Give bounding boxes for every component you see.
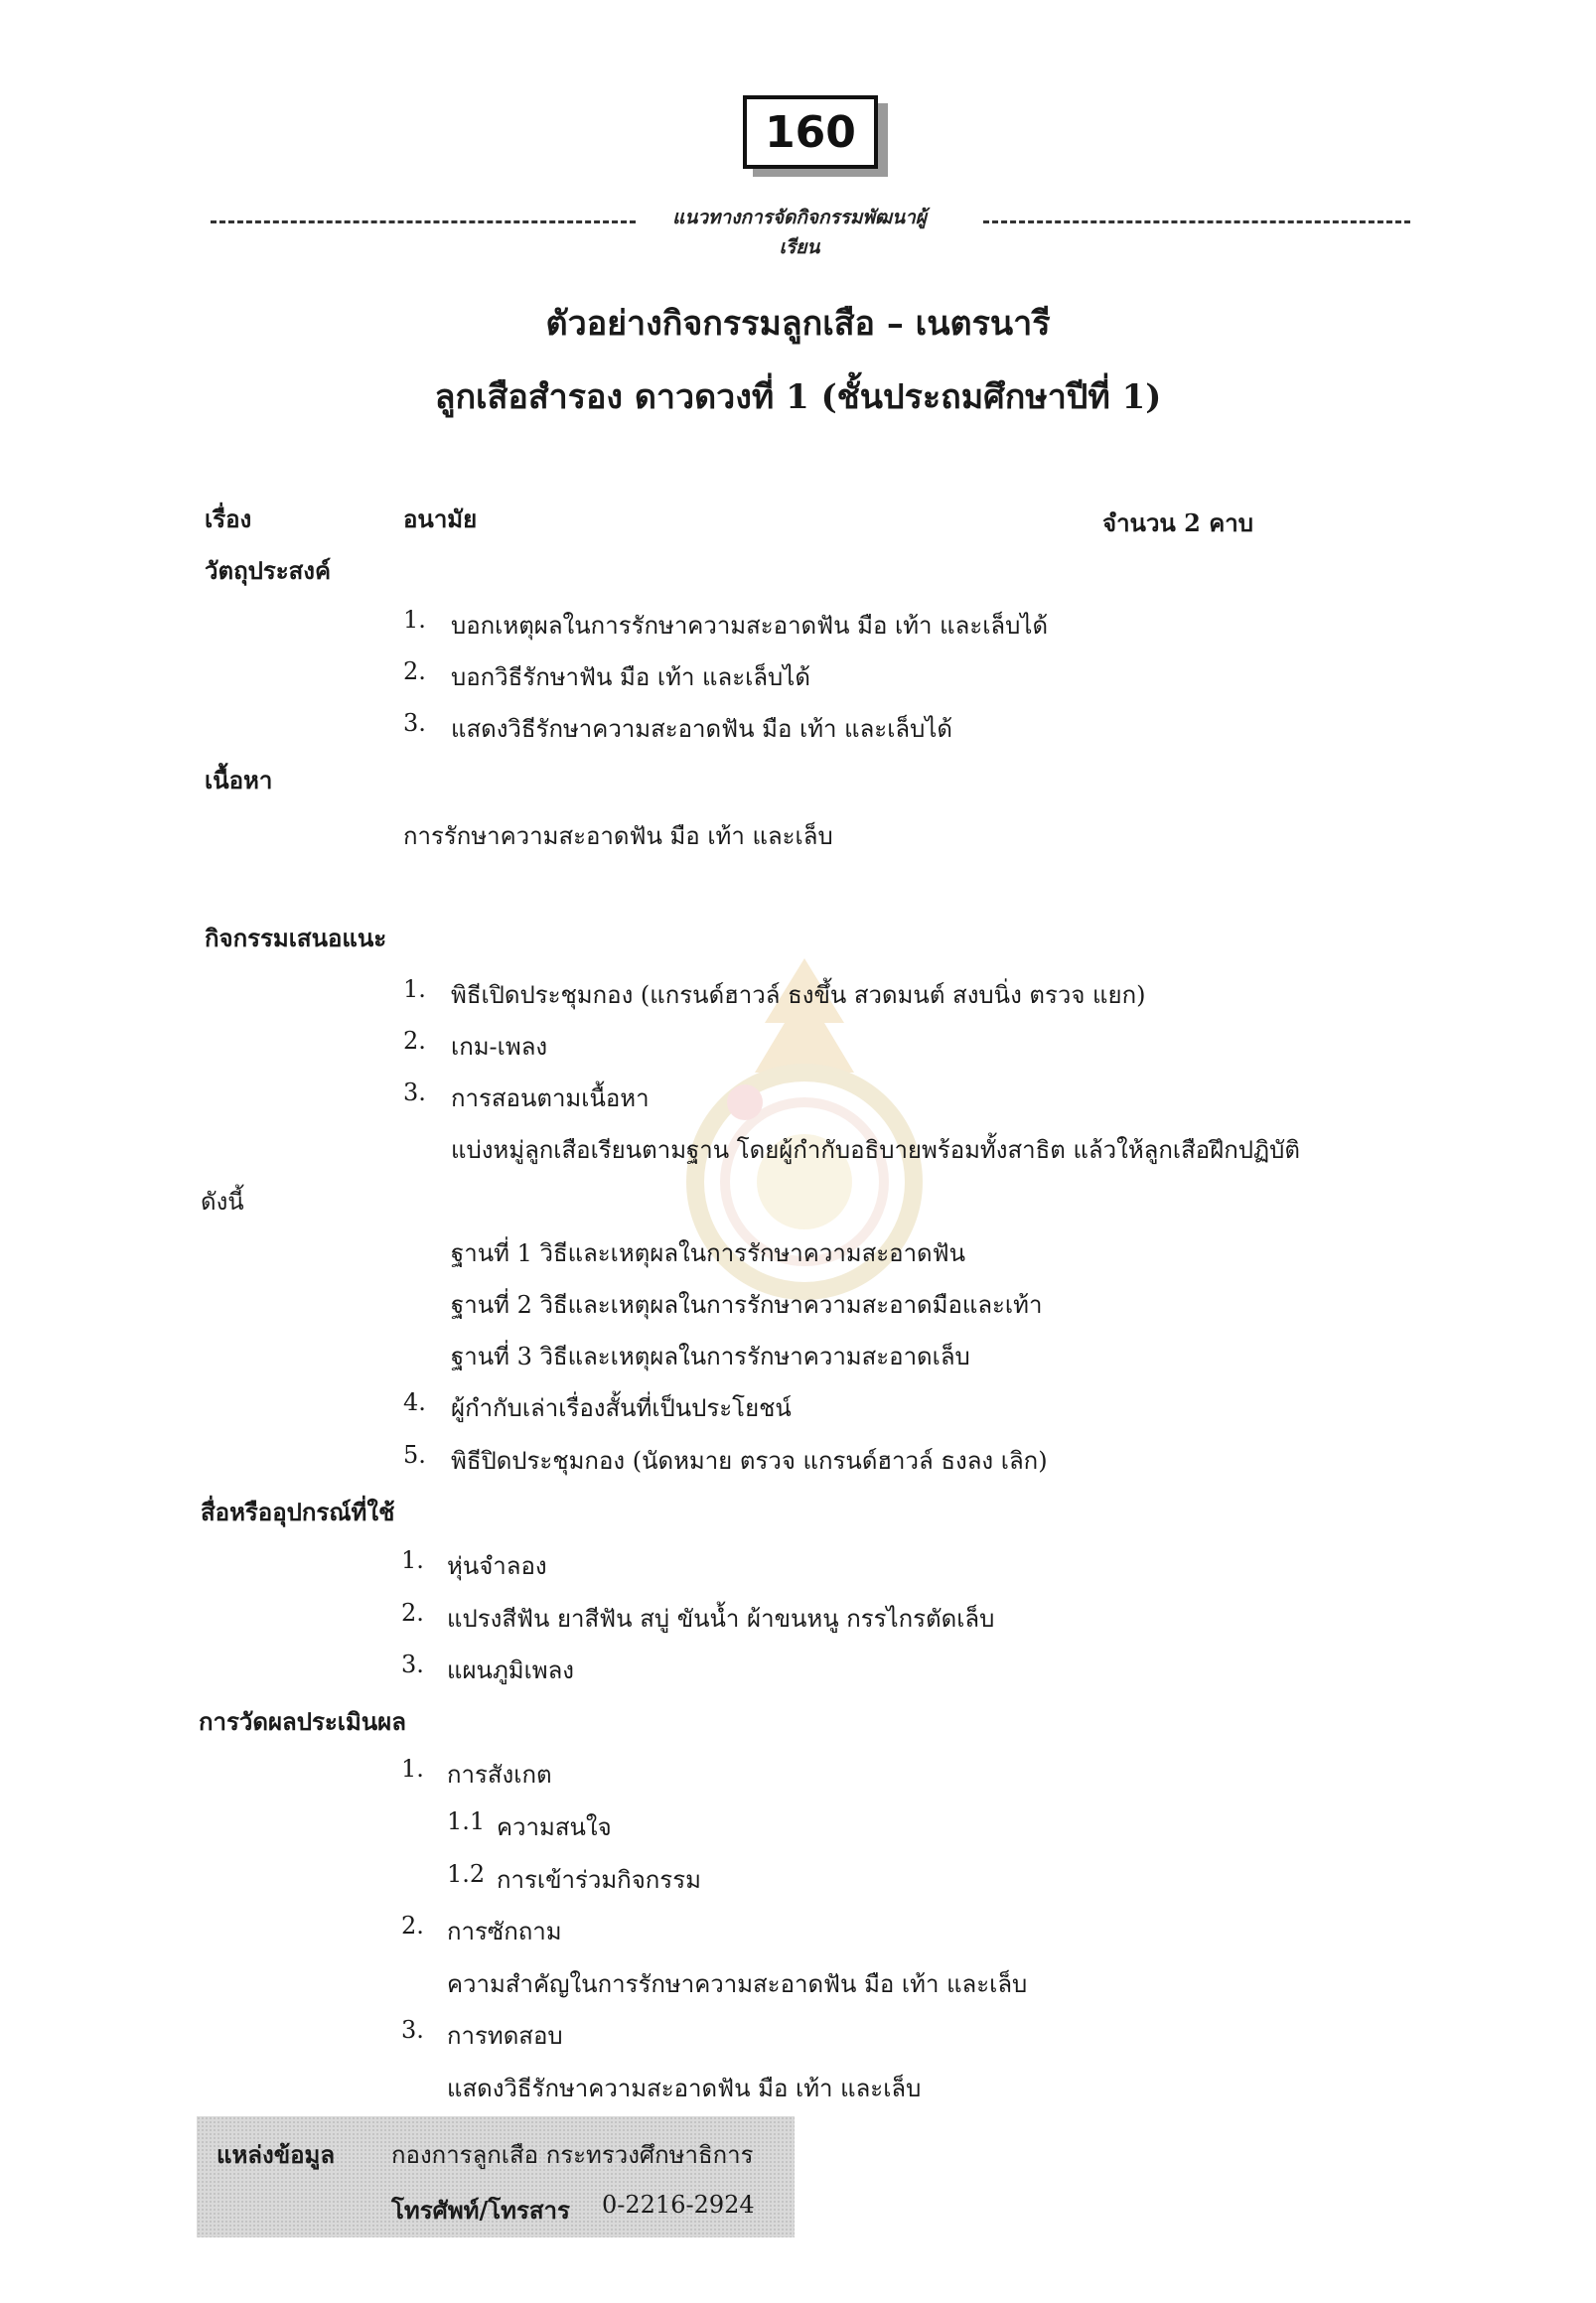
objective-num: 1. (403, 606, 426, 634)
evaluation-detail: แสดงวิธีรักษาความสะอาดฟัน มือ เท้า และเล็บ (447, 2075, 922, 2102)
source-phone: 0-2216-2924 (602, 2191, 755, 2219)
activities-label: กิจกรรมเสนอแนะ (205, 924, 387, 952)
objectives-label: วัตถุประสงค์ (205, 556, 332, 585)
station-item: ฐานที่ 3 วิธีและเหตุผลในการรักษาความสะอาดเล็บ (451, 1343, 970, 1370)
evaluation-detail: ความสำคัญในการรักษาความสะอาดฟัน มือ เท้า และเล็บ (447, 1970, 1028, 1998)
topic-label: เรื่อง (205, 504, 252, 533)
material-num: 3. (401, 1651, 424, 1678)
activity-num: 5. (403, 1441, 426, 1469)
activity-num: 2. (403, 1027, 426, 1055)
page-number: 160 (765, 106, 856, 158)
objective-num: 3. (403, 709, 426, 737)
material-num: 1. (401, 1546, 424, 1574)
activity-num: 4. (403, 1388, 426, 1416)
activity-item: เกม-เพลง (451, 1033, 548, 1061)
activity-item: การสอนตามเนื้อหา (451, 1084, 650, 1112)
running-header: แนวทางการจัดกิจกรรมพัฒนาผู้เรียน (672, 207, 927, 258)
activity-num: 3. (403, 1079, 426, 1106)
title-line-1: ตัวอย่างกิจกรรมลูกเสือ – เนตรนารี (545, 304, 1051, 344)
page-number-box (743, 95, 878, 169)
materials-label: สื่อหรืออุปกรณ์ที่ใช้ (201, 1498, 395, 1526)
station-item: ฐานที่ 2 วิธีและเหตุผลในการรักษาความสะอาดมือและเท้า (451, 1291, 1043, 1319)
material-item: แปรงสีฟัน ยาสีฟัน สบู่ ขันน้ำ ผ้าขนหนู กรรไกรตัดเล็บ (447, 1605, 995, 1633)
objective-item: บอกวิธีรักษาฟัน มือ เท้า และเล็บได้ (451, 663, 810, 691)
teaching-text-cont: ดังนี้ (201, 1188, 244, 1216)
evaluation-sub-item: การเข้าร่วมกิจกรรม (497, 1866, 701, 1894)
evaluation-sub-item: ความสนใจ (497, 1813, 612, 1841)
evaluation-item: การทดสอบ (447, 2022, 563, 2050)
activity-item: พิธีปิดประชุมกอง (นัดหมาย ตรวจ แกรนด์ฮาวล์ ธงลง เลิก) (451, 1447, 1048, 1475)
evaluation-num: 2. (401, 1912, 424, 1940)
header-rule-left (211, 220, 636, 223)
content-label: เนื้อหา (205, 766, 273, 794)
evaluation-num: 3. (401, 2016, 424, 2044)
source-phone-label: โทรศัพท์/โทรสาร (391, 2196, 570, 2225)
topic-value: อนามัย (403, 504, 478, 533)
objective-item: บอกเหตุผลในการรักษาความสะอาดฟัน มือ เท้า และเล็บได้ (451, 612, 1049, 640)
evaluation-sub-num: 1.1 (447, 1807, 486, 1835)
evaluation-num: 1. (401, 1755, 424, 1783)
activity-item: พิธีเปิดประชุมกอง (แกรนด์ฮาวล์ ธงขึ้น สวดมนต์ สงบนิ่ง ตรวจ แยก) (451, 981, 1146, 1009)
source-org: กองการลูกเสือ กระทรวงศึกษาธิการ (391, 2141, 754, 2169)
objective-item: แสดงวิธีรักษาความสะอาดฟัน มือ เท้า และเล็บได้ (451, 715, 952, 743)
activity-item: ผู้กำกับเล่าเรื่องสั้นที่เป็นประโยชน์ (451, 1394, 792, 1422)
topic-duration: จำนวน 2 คาบ (1102, 508, 1254, 537)
evaluation-item: การซักถาม (447, 1918, 562, 1945)
material-item: หุ่นจำลอง (447, 1552, 547, 1580)
evaluation-sub-num: 1.2 (447, 1860, 486, 1888)
teaching-text: แบ่งหมู่ลูกเสือเรียนตามฐาน โดยผู้กำกับอธิบายพร้อมทั้งสาธิต แล้วให้ลูกเสือฝึกปฏิบัติ (451, 1136, 1300, 1164)
station-item: ฐานที่ 1 วิธีและเหตุผลในการรักษาความสะอาดฟัน (451, 1239, 966, 1267)
evaluation-label: การวัดผลประเมินผล (199, 1707, 406, 1736)
source-label: แหล่งข้อมูล (217, 2140, 336, 2169)
content-text: การรักษาความสะอาดฟัน มือ เท้า และเล็บ (403, 822, 833, 850)
material-item: แผนภูมิเพลง (447, 1656, 575, 1684)
title-line-2: ลูกเสือสำรอง ดาวดวงที่ 1 (ชั้นประถมศึกษาปีที่ 1) (434, 377, 1162, 417)
objective-num: 2. (403, 657, 426, 685)
header-rule-right (983, 220, 1410, 223)
activity-num: 1. (403, 975, 426, 1003)
evaluation-item: การสังเกต (447, 1761, 552, 1789)
material-num: 2. (401, 1599, 424, 1627)
